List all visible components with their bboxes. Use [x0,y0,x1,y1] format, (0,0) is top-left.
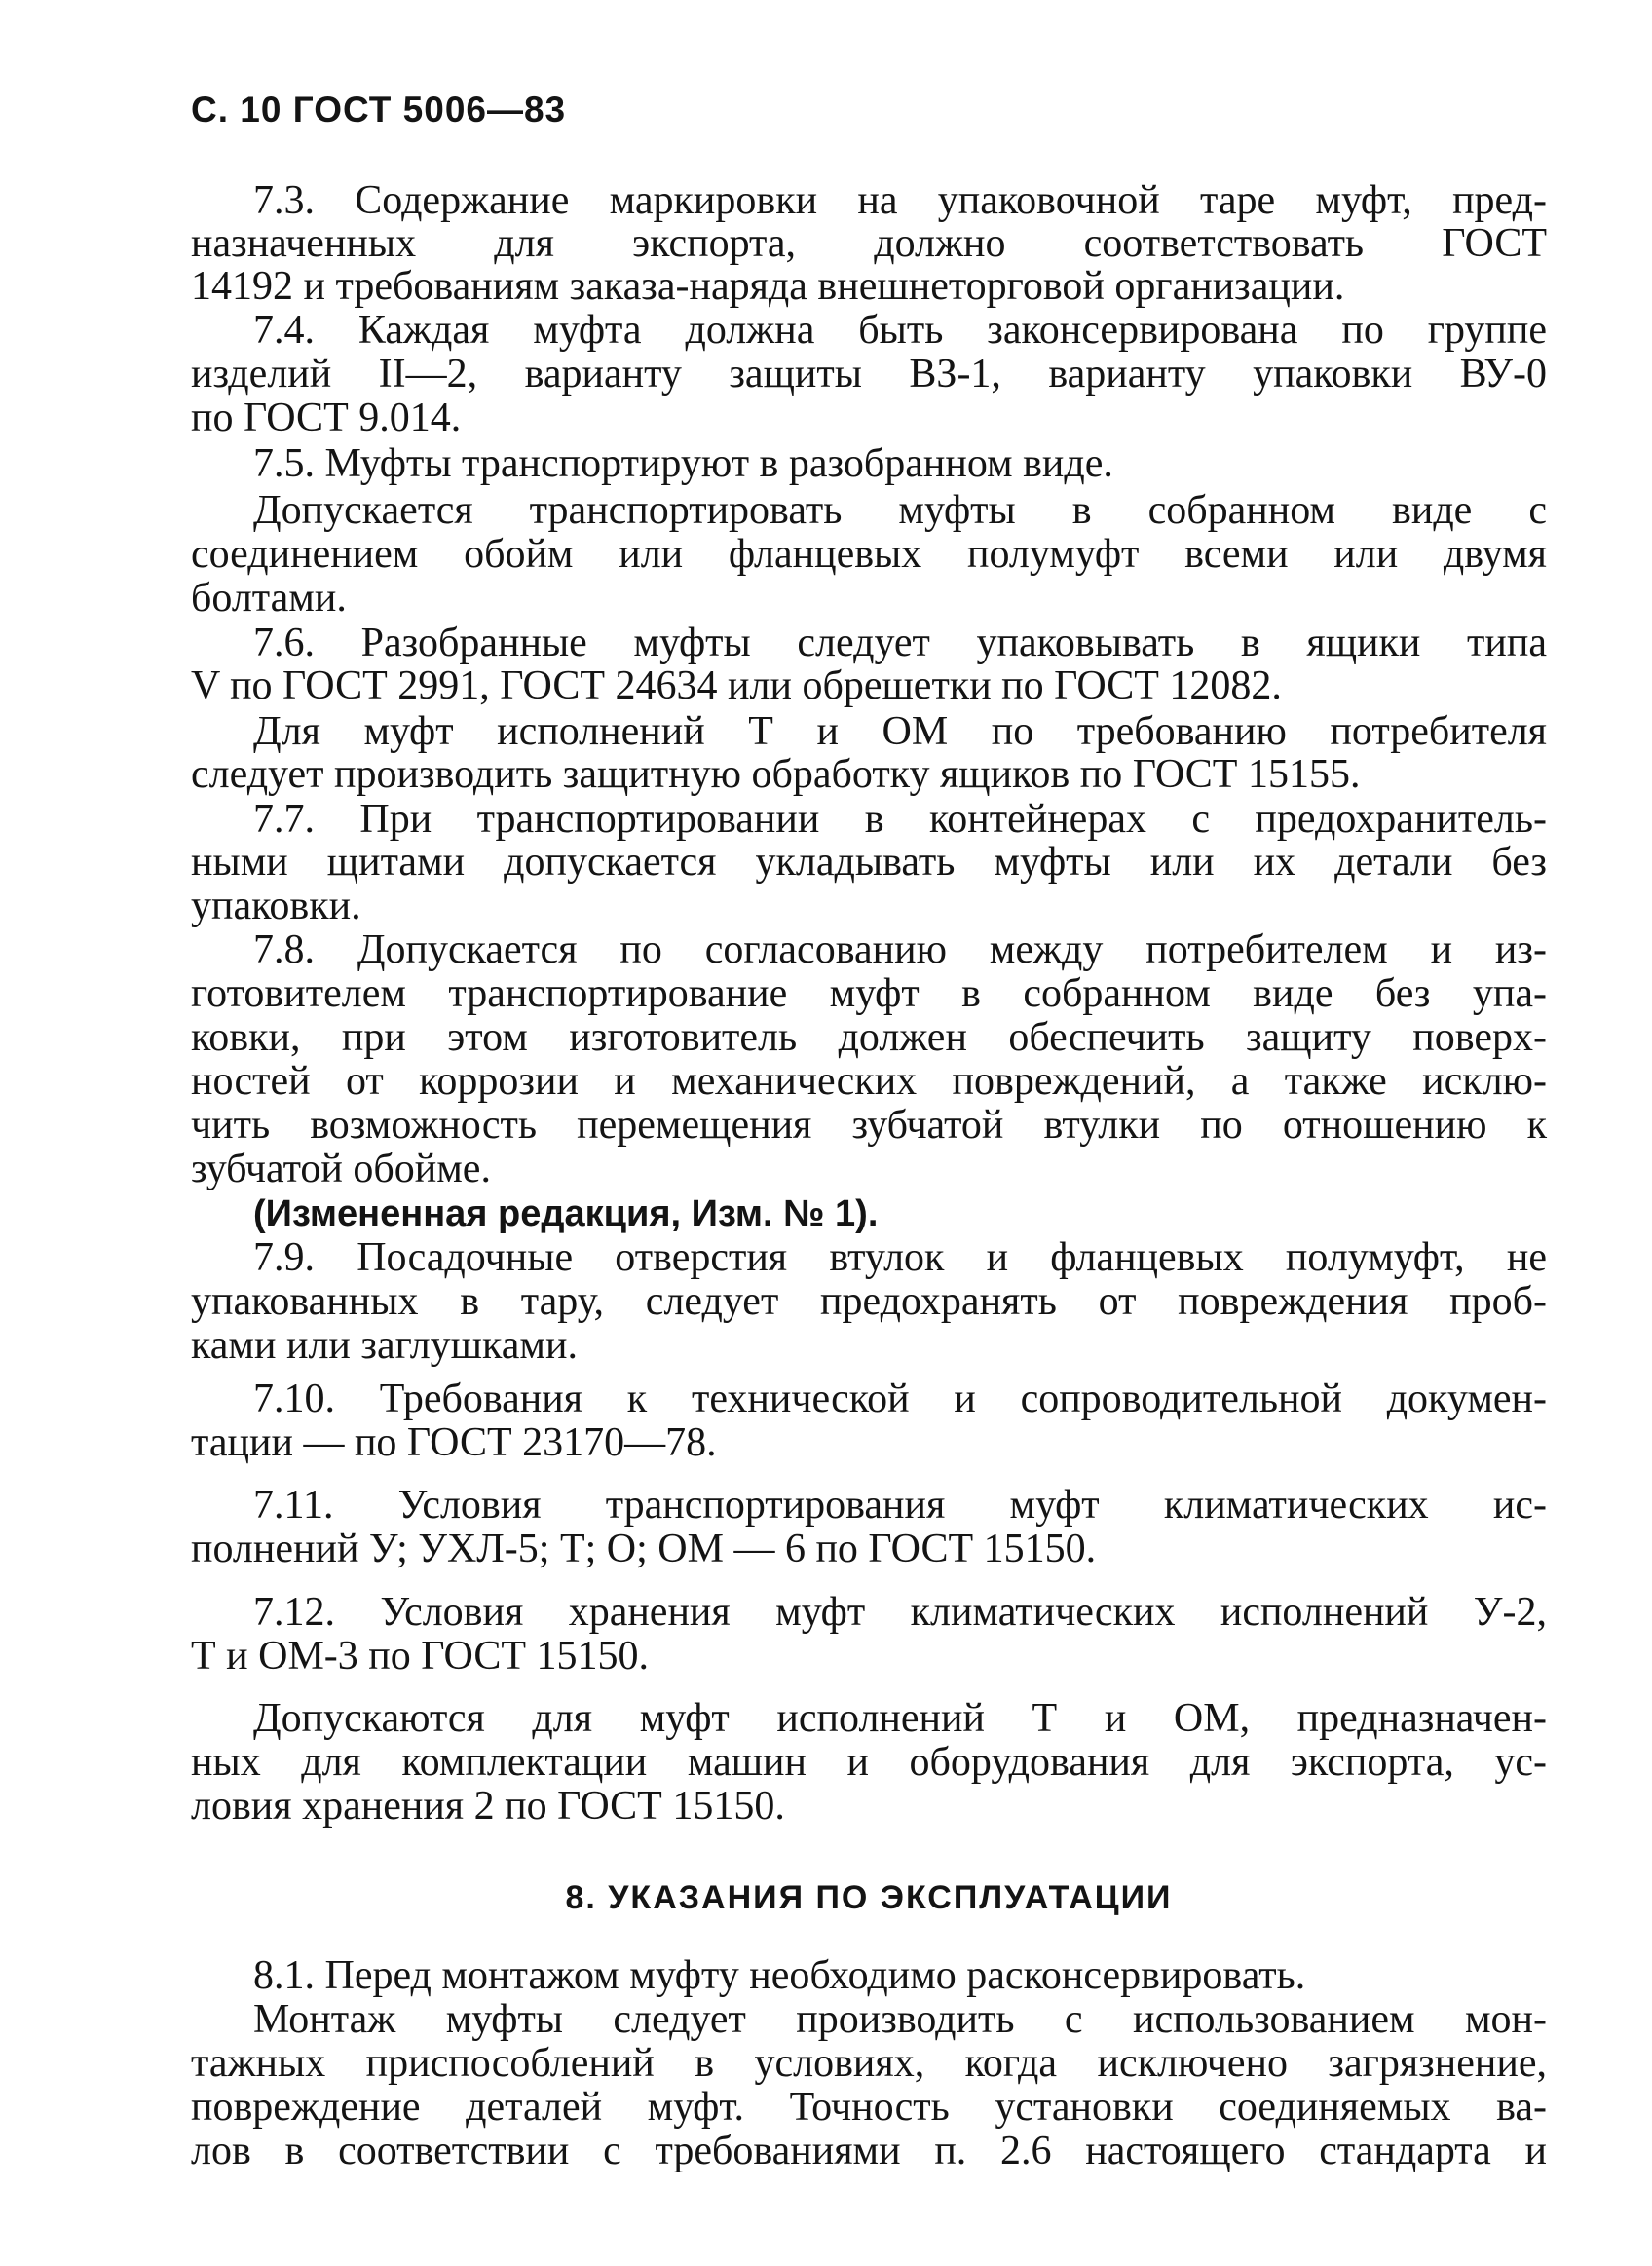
text-line: ловия хранения 2 по ГОСТ 15150. [191,1784,785,1829]
text-line: 7.9. Посадочные отверстия втулок и фланцевых полумуфт, не [253,1235,1547,1280]
text-line: 7.10. Требования к технической и сопроводительной докумен- [253,1377,1547,1421]
text-line: лов в соответствии с требованиями п. 2.6 настоящего стандарта и [191,2129,1547,2173]
text-line: следует производить защитную обработку ящиков по ГОСТ 15155. [191,752,1361,797]
text-line: болтами. [191,576,347,621]
text-line: V по ГОСТ 2991, ГОСТ 24634 или обрешетки по ГОСТ 12082. [191,663,1282,708]
text-line: зубчатой обойме. [191,1147,491,1191]
text-line: 8.1. Перед монтажом муфту необходимо расконсервировать. [253,1953,1306,1998]
text-line: соединением обойм или фланцевых полумуфт всеми или двумя [191,532,1547,577]
text-line: ными щитами допускается укладывать муфты или их детали без [191,840,1547,885]
section-title: 8. УКАЗАНИЯ ПО ЭКСПЛУАТАЦИИ [565,1879,1173,1916]
text-line: 7.12. Условия хранения муфт климатических исполнений У-2, [253,1590,1547,1635]
text-line: 7.4. Каждая муфта должна быть законсервирована по группе [253,308,1547,353]
text-line: 14192 и требованиям заказа-наряда внешнеторговой организации. [191,264,1345,309]
text-line: 7.5. Муфты транспортируют в разобранном виде. [253,441,1113,486]
text-line: упакованных в тару, следует предохранять от повреждения проб- [191,1279,1547,1324]
amendment-note: (Измененная редакция, Изм. № 1). [253,1193,879,1234]
text-line: 7.3. Содержание маркировки на упаковочной таре муфт, пред- [253,178,1547,223]
text-line: ковки, при этом изготовитель должен обеспечить защиту поверх- [191,1015,1547,1060]
text-line: повреждение деталей муфт. Точность установки соединяемых ва- [191,2085,1547,2130]
text-line: ных для комплектации машин и оборудования для экспорта, ус- [191,1740,1547,1785]
text-line: Допускается транспортировать муфты в собранном виде с [253,488,1547,533]
text-line: готовителем транспортирование муфт в собранном виде без упа- [191,971,1547,1016]
text-line: Допускаются для муфт исполнений Т и ОМ, предназначен- [253,1696,1547,1741]
text-line: изделий II—2, варианту защиты ВЗ-1, варианту упаковки ВУ-0 [191,352,1547,397]
text-line: 7.6. Разобранные муфты следует упаковывать в ящики типа [253,621,1547,665]
text-line: 7.8. Допускается по согласованию между потребителем и из- [253,927,1547,972]
text-line: упаковки. [191,884,361,928]
text-line: назначенных для экспорта, должно соответствовать ГОСТ [191,221,1547,266]
page-header: С. 10 ГОСТ 5006—83 [191,90,567,130]
text-line: полнений У; УХЛ-5; Т; О; ОМ — 6 по ГОСТ 15150. [191,1527,1097,1571]
text-line: Монтаж муфты следует производить с использованием мон- [253,1997,1547,2042]
text-line: ностей от коррозии и механических повреждений, а также исклю- [191,1059,1547,1104]
text-line: по ГОСТ 9.014. [191,396,462,440]
text-line: ками или заглушками. [191,1323,578,1368]
text-line: чить возможность перемещения зубчатой втулки по отношению к [191,1103,1547,1148]
text-line: Для муфт исполнений Т и ОМ по требованию потребителя [253,709,1547,754]
text-line: тации — по ГОСТ 23170—78. [191,1420,717,1465]
text-line: Т и ОМ-3 по ГОСТ 15150. [191,1634,650,1679]
text-line: 7.7. При транспортировании в контейнерах с предохранитель- [253,797,1547,842]
text-line: тажных приспособлений в условиях, когда исключено загрязнение, [191,2041,1547,2086]
text-line: 7.11. Условия транспортирования муфт климатических ис- [253,1483,1547,1528]
